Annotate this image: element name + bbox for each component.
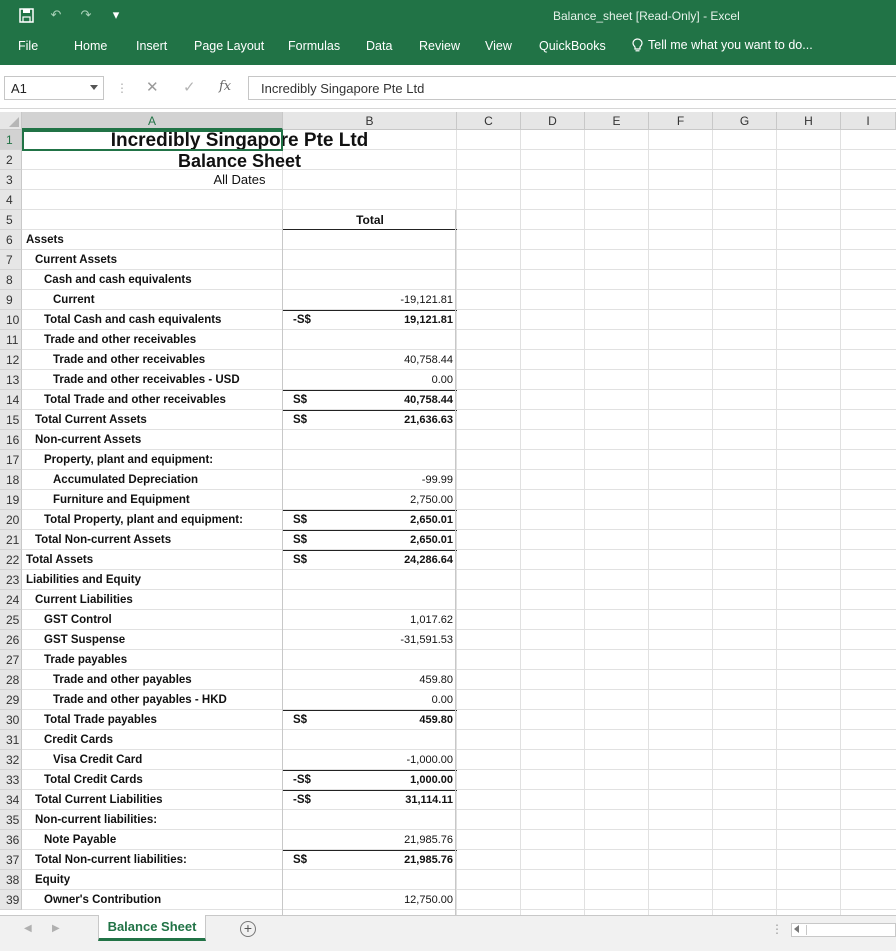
gridline <box>840 130 841 915</box>
cell-border <box>283 550 457 551</box>
status-bar <box>0 943 896 951</box>
cell-border <box>283 310 457 311</box>
title-bar <box>0 0 896 30</box>
cell-b25[interactable]: 1,017.62 <box>410 614 453 626</box>
cell-b5-header[interactable]: Total <box>356 213 384 227</box>
sheet-tab-balance-sheet[interactable] <box>98 915 206 941</box>
row-header-31[interactable]: 31 <box>0 730 22 750</box>
cell-a20[interactable]: Total Property, plant and equipment: <box>44 514 243 526</box>
cell-border <box>283 510 457 511</box>
cell-b30[interactable]: 459.80 <box>419 714 453 726</box>
row-header-21[interactable]: 21 <box>0 530 22 550</box>
cell-a33[interactable]: Total Credit Cards <box>44 774 143 786</box>
cell-b14-currency: S$ <box>293 394 308 406</box>
scroll-left-icon[interactable] <box>794 925 799 933</box>
cell-border <box>283 390 457 391</box>
cell-a24[interactable]: Current Liabilities <box>35 594 133 606</box>
tab-file[interactable]: File <box>18 39 39 53</box>
tab-page-layout[interactable]: Page Layout <box>194 39 265 53</box>
cell-a36[interactable]: Note Payable <box>44 834 117 846</box>
cell-b30-currency: S$ <box>293 714 308 726</box>
column-header-d[interactable]: D <box>521 112 585 130</box>
cell-a3[interactable]: All Dates <box>213 172 266 187</box>
name-box[interactable] <box>4 76 104 100</box>
more-icon[interactable]: ⋮ <box>771 922 783 936</box>
select-all-corner[interactable] <box>0 112 22 130</box>
cell-b14[interactable]: 40,758.44 <box>404 394 453 406</box>
formula-bar-area <box>0 65 896 109</box>
formula-input[interactable] <box>248 76 896 100</box>
row-header-10[interactable]: 10 <box>0 310 22 330</box>
row-header-2[interactable]: 2 <box>0 150 22 170</box>
row-header-17[interactable]: 17 <box>0 450 22 470</box>
cell-a31[interactable]: Credit Cards <box>44 734 114 746</box>
cell-b20-currency: S$ <box>293 514 308 526</box>
cell-b15[interactable]: 21,636.63 <box>404 414 453 426</box>
cell-a25[interactable]: GST Control <box>44 614 112 626</box>
cell-a9[interactable]: Current <box>53 294 95 306</box>
column-header-a[interactable]: A <box>22 112 283 130</box>
cell-b22-currency: S$ <box>293 554 308 566</box>
row-header-1[interactable]: 1 <box>0 130 22 150</box>
cell-a5[interactable] <box>26 210 283 230</box>
add-sheet-icon[interactable]: + <box>240 921 256 937</box>
cell-a13[interactable]: Trade and other receivables - USD <box>53 374 240 386</box>
row-header-13[interactable]: 13 <box>0 370 22 390</box>
column-header-e[interactable]: E <box>585 112 649 130</box>
row-header-9[interactable]: 9 <box>0 290 22 310</box>
gridline <box>712 130 713 915</box>
column-header-i[interactable]: I <box>841 112 896 130</box>
row-header-26[interactable]: 26 <box>0 630 22 650</box>
cell-b19[interactable]: 2,750.00 <box>410 494 453 506</box>
cell-a27[interactable]: Trade payables <box>44 654 128 666</box>
cell-a17[interactable]: Property, plant and equipment: <box>44 454 214 466</box>
customize-icon[interactable]: ▾ <box>112 7 120 22</box>
sheet-nav-prev-icon[interactable]: ◀ <box>24 923 32 934</box>
tab-quickbooks[interactable]: QuickBooks <box>539 39 606 53</box>
column-header-f[interactable]: F <box>649 112 713 130</box>
row-header-18[interactable]: 18 <box>0 470 22 490</box>
insert-function-icon[interactable]: fx <box>219 79 232 94</box>
cell-b37[interactable]: 21,985.76 <box>404 854 453 866</box>
cell-a22[interactable]: Total Assets <box>26 554 94 566</box>
cell-a19[interactable]: Furniture and Equipment <box>53 494 190 506</box>
row-header-36[interactable]: 36 <box>0 830 22 850</box>
tab-review[interactable]: Review <box>419 39 460 53</box>
tell-me-search[interactable] <box>632 38 813 52</box>
cell-a11[interactable]: Trade and other receivables <box>44 334 197 346</box>
row-header-22[interactable]: 22 <box>0 550 22 570</box>
cancel-icon[interactable]: ✕ <box>146 79 159 96</box>
worksheet-grid[interactable] <box>0 112 896 915</box>
gridline <box>648 130 649 915</box>
cell-a7[interactable]: Current Assets <box>35 254 118 266</box>
gridline <box>776 130 777 915</box>
row-header-27[interactable]: 27 <box>0 650 22 670</box>
cell-a37[interactable]: Total Non-current liabilities: <box>35 854 187 866</box>
column-header-g[interactable]: G <box>713 112 777 130</box>
cell-a35[interactable]: Non-current liabilities: <box>35 814 158 826</box>
row-header-12[interactable]: 12 <box>0 350 22 370</box>
cell-b39[interactable]: 12,750.00 <box>404 894 453 906</box>
cell-a29[interactable]: Trade and other payables - HKD <box>53 694 227 706</box>
cell-b12[interactable]: 40,758.44 <box>404 354 453 366</box>
row-header-28[interactable]: 28 <box>0 670 22 690</box>
horizontal-scrollbar[interactable] <box>791 923 896 937</box>
save-icon[interactable] <box>16 5 36 25</box>
cell-a32[interactable]: Visa Credit Card <box>53 754 143 766</box>
column-header-c[interactable]: C <box>457 112 521 130</box>
active-cell-selection <box>22 130 283 151</box>
cell-b21[interactable]: 2,650.01 <box>410 534 453 546</box>
tell-me-label: Tell me what you want to do... <box>648 38 813 52</box>
cell-b29[interactable]: 0.00 <box>431 694 453 706</box>
scroll-thumb[interactable] <box>806 925 896 935</box>
sheet-nav-next-icon[interactable]: ▶ <box>52 923 60 934</box>
cell-b26[interactable]: -31,591.53 <box>400 634 453 646</box>
quick-access-toolbar <box>16 5 126 25</box>
window-title: Balance_sheet [Read-Only] - Excel <box>553 9 740 23</box>
cell-border <box>282 210 283 915</box>
cell-b10[interactable]: 19,121.81 <box>404 314 453 326</box>
column-header-h[interactable]: H <box>777 112 841 130</box>
tab-insert[interactable]: Insert <box>136 39 168 53</box>
row-header-24[interactable]: 24 <box>0 590 22 610</box>
tab-data[interactable]: Data <box>366 39 393 53</box>
cell-a16[interactable]: Non-current Assets <box>35 434 142 446</box>
row-header-4[interactable]: 4 <box>0 190 22 210</box>
cell-b37-currency: S$ <box>293 854 308 866</box>
cell-b13[interactable]: 0.00 <box>431 374 453 386</box>
row-header-30[interactable]: 30 <box>0 710 22 730</box>
row-header-6[interactable]: 6 <box>0 230 22 250</box>
row-header-37[interactable]: 37 <box>0 850 22 870</box>
cell-border <box>283 530 457 531</box>
cell-a15[interactable]: Total Current Assets <box>35 414 147 426</box>
chevron-down-icon[interactable] <box>90 85 98 90</box>
row-header-23[interactable]: 23 <box>0 570 22 590</box>
cell-a26[interactable]: GST Suspense <box>44 634 126 646</box>
row-header-14[interactable]: 14 <box>0 390 22 410</box>
row-header-8[interactable]: 8 <box>0 270 22 290</box>
cell-a23[interactable]: Liabilities and Equity <box>26 574 142 586</box>
row-header-33[interactable]: 33 <box>0 770 22 790</box>
cell-a4[interactable] <box>26 190 283 210</box>
row-header-11[interactable]: 11 <box>0 330 22 350</box>
cell-a2[interactable]: Balance Sheet <box>177 151 302 171</box>
row-header-39[interactable]: 39 <box>0 890 22 910</box>
cell-b34-currency: -S$ <box>293 794 311 806</box>
cell-b10-currency: -S$ <box>293 314 311 326</box>
cell-b20[interactable]: 2,650.01 <box>410 514 453 526</box>
row-header-35[interactable]: 35 <box>0 810 22 830</box>
cell-border <box>283 229 457 230</box>
row-header-38[interactable]: 38 <box>0 870 22 890</box>
cell-a6[interactable]: Assets <box>26 234 64 246</box>
row-header-29[interactable]: 29 <box>0 690 22 710</box>
cell-a8[interactable]: Cash and cash equivalents <box>44 274 192 286</box>
cell-border <box>283 410 457 411</box>
cell-b32[interactable]: -1,000.00 <box>406 754 453 766</box>
cell-b36[interactable]: 21,985.76 <box>404 834 453 846</box>
enter-check-icon[interactable]: ✓ <box>183 79 196 96</box>
tab-home[interactable]: Home <box>74 39 108 53</box>
gridline <box>456 130 457 915</box>
cell-border <box>283 850 457 851</box>
row-header-34[interactable]: 34 <box>0 790 22 810</box>
cell-a10[interactable]: Total Cash and cash equivalents <box>44 314 222 326</box>
cell-a14[interactable]: Total Trade and other receivables <box>44 394 226 406</box>
column-header-b[interactable]: B <box>283 112 457 130</box>
cell-b15-currency: S$ <box>293 414 308 426</box>
row-header-7[interactable]: 7 <box>0 250 22 270</box>
gridline <box>520 130 521 915</box>
row-header-5[interactable]: 5 <box>0 210 22 230</box>
row-header-20[interactable]: 20 <box>0 510 22 530</box>
cell-a21[interactable]: Total Non-current Assets <box>35 534 172 546</box>
sheet-tab-label: Balance Sheet <box>107 919 197 934</box>
cell-a18[interactable]: Accumulated Depreciation <box>53 474 199 486</box>
cell-b34[interactable]: 31,114.11 <box>405 794 453 806</box>
cell-border <box>283 710 457 711</box>
cell-b33-currency: -S$ <box>293 774 311 786</box>
row-header-19[interactable]: 19 <box>0 490 22 510</box>
cell-border <box>283 770 457 771</box>
cell-a39[interactable]: Owner's Contribution <box>44 894 162 906</box>
ribbon-tabs <box>0 30 896 65</box>
cell-b18[interactable]: -99.99 <box>421 474 453 486</box>
undo-icon[interactable]: ↶ <box>50 7 62 22</box>
row-header-15[interactable]: 15 <box>0 410 22 430</box>
cell-b21-currency: S$ <box>293 534 308 546</box>
cell-a34[interactable]: Total Current Liabilities <box>35 794 163 806</box>
tab-view[interactable]: View <box>485 39 512 53</box>
cell-b28[interactable]: 459.80 <box>419 674 453 686</box>
cell-a28[interactable]: Trade and other payables <box>53 674 192 686</box>
cell-border <box>283 790 457 791</box>
tab-formulas[interactable]: Formulas <box>288 39 341 53</box>
sheet-tab-bar <box>0 915 896 943</box>
formula-input-value: Incredibly Singapore Pte Ltd <box>261 81 425 96</box>
row-header-16[interactable]: 16 <box>0 430 22 450</box>
lightbulb-icon <box>632 38 643 52</box>
gridline <box>584 130 585 915</box>
more-options-icon: ⋮ <box>116 81 128 95</box>
name-box-value: A1 <box>11 81 27 96</box>
row-header-25[interactable]: 25 <box>0 610 22 630</box>
cell-a1[interactable]: Incredibly Singapore Pte Ltd <box>110 130 369 151</box>
cell-b9[interactable]: -19,121.81 <box>400 294 453 306</box>
cell-border <box>455 210 456 915</box>
cell-a12[interactable]: Trade and other receivables <box>53 354 206 366</box>
cell-a30[interactable]: Total Trade payables <box>44 714 157 726</box>
cell-b33[interactable]: 1,000.00 <box>410 774 453 786</box>
row-header-3[interactable]: 3 <box>0 170 22 190</box>
redo-icon[interactable]: ↷ <box>80 7 92 22</box>
cell-b22[interactable]: 24,286.64 <box>404 554 453 566</box>
row-header-32[interactable]: 32 <box>0 750 22 770</box>
cell-a38[interactable]: Equity <box>35 874 71 886</box>
